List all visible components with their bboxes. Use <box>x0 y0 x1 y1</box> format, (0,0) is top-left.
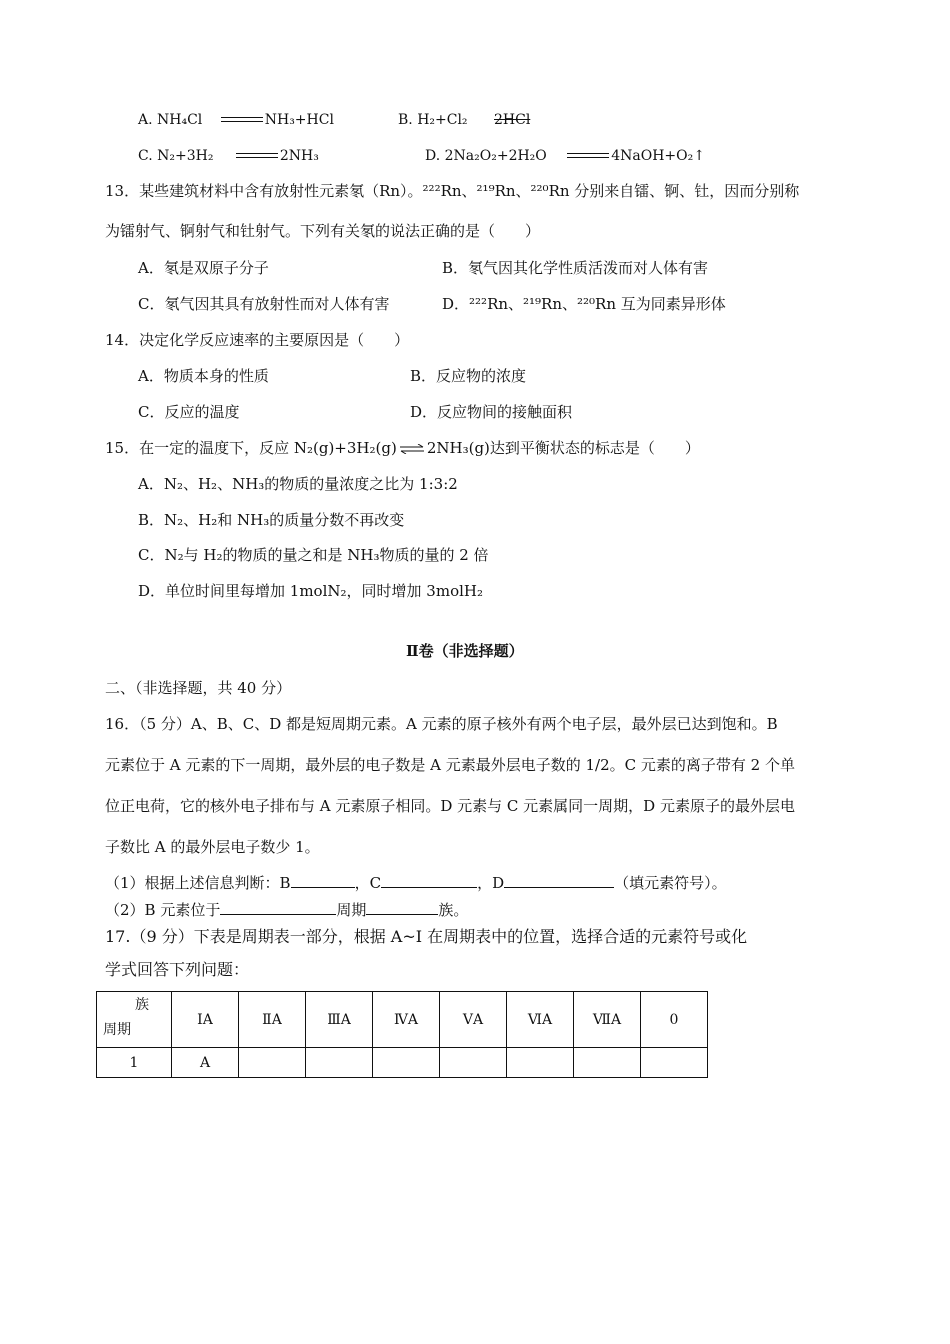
periodic-table <box>96 991 708 1078</box>
q13-option-c: C．氡气因其具有放射性而对人体有害 <box>138 295 390 313</box>
q16-line4: 子数比 A 的最外层电子数少 1。 <box>105 838 320 856</box>
q16-line2: 元素位于 A 元素的下一周期，最外层的电子数是 A 元素最外层电子数的 1/2。C 元素的离子带有 2 个单 <box>105 756 795 774</box>
group-header: 0 <box>641 992 708 1048</box>
q13-stem-line1: 13．某些建筑材料中含有放射性元素氡（Rn）。²²²Rn、²¹⁹Rn、²²⁰Rn 分别来自镭、锕、钍，因而分别称 <box>105 182 800 200</box>
q12-d-left: D. 2Na₂O₂+2H₂O <box>425 148 547 164</box>
group-header: ⅢA <box>306 992 373 1048</box>
q14-stem: 14．决定化学反应速率的主要原因是（ ） <box>105 331 410 349</box>
q16-p2-group-label: 族。 <box>438 901 469 919</box>
reversible-arrow-icon <box>399 444 425 454</box>
element-cell <box>373 1048 440 1078</box>
q17-line1: 17.（9 分）下表是周期表一部分，根据 A~I 在周期表中的位置，选择合适的元素符号或化 <box>105 927 748 946</box>
q12-option-c <box>138 146 319 166</box>
q12-d-right: 4NaOH+O₂↑ <box>611 148 705 164</box>
q12-option-d <box>425 146 705 166</box>
q15-option-a: A．N₂、H₂、NH₃的物质的量浓度之比为 1:3:2 <box>138 475 458 493</box>
q13-stem-line2: 为镭射气、锕射气和钍射气。下列有关氡的说法正确的是（ ） <box>105 222 541 240</box>
section2-subtitle: 二、（非选择题，共 40 分） <box>105 679 292 697</box>
section2-title: Ⅱ卷（非选择题） <box>406 642 524 660</box>
corner-group-label: 族 <box>135 997 149 1013</box>
element-cell <box>306 1048 373 1078</box>
q12-option-b <box>398 110 530 130</box>
group-header: ⅤA <box>440 992 507 1048</box>
element-cell <box>239 1048 306 1078</box>
group-header: ⅡA <box>239 992 306 1048</box>
group-header: ⅣA <box>373 992 440 1048</box>
q13-option-a: A．氡是双原子分子 <box>138 259 269 277</box>
q12-c-left: C. N₂+3H₂ <box>138 148 214 164</box>
q14-option-c: C．反应的温度 <box>138 403 240 421</box>
q12-b-left: B. H₂+Cl₂ <box>398 112 468 128</box>
element-cell <box>574 1048 641 1078</box>
table-corner-cell <box>97 992 172 1048</box>
q15-option-c: C．N₂与 H₂的物质的量之和是 NH₃物质的量的 2 倍 <box>138 546 489 564</box>
q16-p2-label: （2）B 元素位于 <box>105 901 221 919</box>
element-cell <box>440 1048 507 1078</box>
corner-period-label: 周期 <box>103 1022 131 1038</box>
q12-b-right: 2HCl <box>494 112 531 128</box>
q12-a-left: A. NH₄Cl <box>138 112 203 128</box>
q16-p1-label: （1）根据上述信息判断：B <box>105 874 291 892</box>
answer-blank-period[interactable] <box>220 898 336 915</box>
table-row <box>97 1048 708 1078</box>
q17-line2: 学式回答下列问题： <box>105 960 250 979</box>
q16-p1-d-label: ，D <box>477 874 505 892</box>
q15-option-b: B．N₂、H₂和 NH₃的质量分数不再改变 <box>138 511 405 529</box>
q14-option-d: D．反应物间的接触面积 <box>410 403 573 421</box>
q15-option-d: D．单位时间里每增加 1molN₂，同时增加 3molH₂ <box>138 582 483 600</box>
q14-option-a: A．物质本身的性质 <box>138 367 269 385</box>
equals-sign-icon <box>236 152 278 160</box>
equals-sign-icon <box>567 152 609 160</box>
q16-line1: 16．（5 分）A、B、C、D 都是短周期元素。A 元素的原子核外有两个电子层，最外层已达到饱和。B <box>105 715 778 733</box>
q16-p1-hint: （填元素符号）。 <box>614 874 727 892</box>
group-header: ⅦA <box>574 992 641 1048</box>
q16-line3: 位正电荷，它的核外电子排布与 A 元素原子相同。D 元素与 C 元素属同一周期，D 元素原子的最外层电 <box>105 797 795 815</box>
answer-blank-d[interactable] <box>504 871 614 888</box>
answer-blank-group[interactable] <box>366 898 438 915</box>
element-cell: A <box>172 1048 239 1078</box>
answer-blank-b[interactable] <box>291 871 355 888</box>
q15-stem-a: 15．在一定的温度下，反应 N₂(g)+3H₂(g) <box>105 439 397 457</box>
element-cell <box>507 1048 574 1078</box>
group-header: ⅥA <box>507 992 574 1048</box>
q15-stem <box>105 438 700 458</box>
q12-a-right: NH₃+HCl <box>264 112 334 128</box>
q16-part1 <box>105 871 727 893</box>
q16-p1-c-label: ，C <box>354 874 382 892</box>
group-header: ⅠA <box>172 992 239 1048</box>
q16-p2-period-label: 周期 <box>336 901 367 919</box>
period-cell: 1 <box>97 1048 172 1078</box>
equals-sign-icon <box>221 116 263 124</box>
q14-option-b: B．反应物的浓度 <box>410 367 527 385</box>
q15-stem-b: 2NH₃(g)达到平衡状态的标志是（ ） <box>426 439 700 457</box>
q12-c-right: 2NH₃ <box>279 148 319 164</box>
q13-option-b: B．氡气因其化学性质活泼而对人体有害 <box>442 259 709 277</box>
element-cell <box>641 1048 708 1078</box>
answer-blank-c[interactable] <box>381 871 477 888</box>
q12-option-a <box>138 110 334 130</box>
q13-option-d: D．²²²Rn、²¹⁹Rn、²²⁰Rn 互为同素异形体 <box>442 295 726 313</box>
q16-part2 <box>105 898 468 920</box>
table-header-row <box>97 992 708 1048</box>
